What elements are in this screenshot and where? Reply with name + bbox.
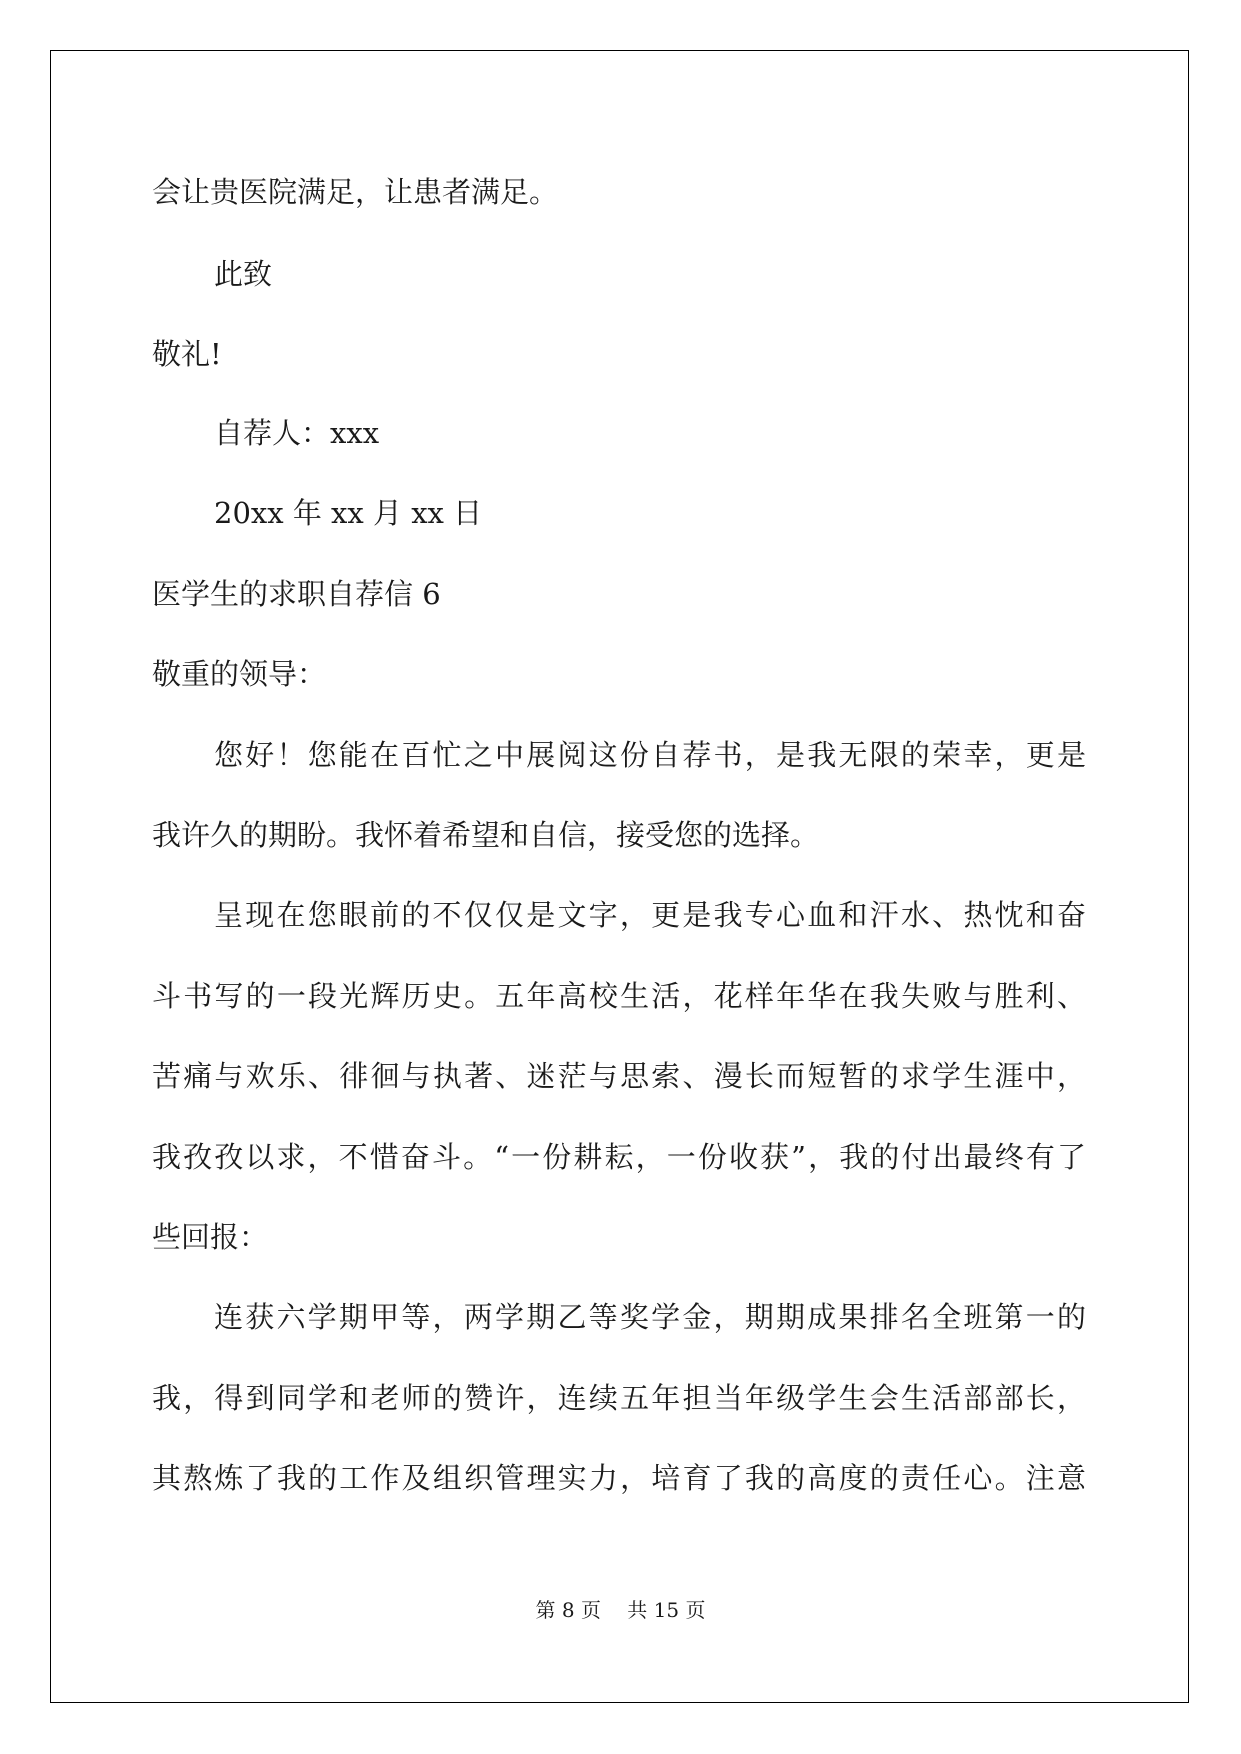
paragraph-line: 我许久的期盼。我怀着希望和自信，接受您的选择。 [152, 818, 820, 852]
greeting: 敬重的领导： [152, 657, 327, 691]
closing-regards: 敬礼! [152, 337, 222, 371]
paragraph-line: 其熬炼了我的工作及组织管理实力，培育了我的高度的责任心。注意 [152, 1461, 1086, 1495]
paragraph-line: 呈现在您眼前的不仅仅是文字，更是我专心血和汗水、热忱和奋 [214, 898, 1086, 932]
section-title: 医学生的求职自荐信 6 [152, 577, 441, 611]
page-number-footer: 第 8 页 共 15 页 [535, 1598, 706, 1622]
paragraph-line: 连获六学期甲等，两学期乙等奖学金，期期成果排名全班第一的 [214, 1300, 1086, 1334]
text-line: 会让贵医院满足，让患者满足。 [152, 175, 559, 209]
paragraph-line: 我，得到同学和老师的赞许，连续五年担当年级学生会生活部部长， [152, 1381, 1086, 1415]
closing-salutation: 此致 [214, 257, 273, 291]
signature-line: 自荐人：xxx [214, 416, 380, 450]
paragraph-line: 您好！您能在百忙之中展阅这份自荐书，是我无限的荣幸，更是 [214, 738, 1086, 772]
date-line: 20xx 年 xx 月 xx 日 [214, 496, 483, 530]
page-border [50, 50, 1189, 1703]
paragraph-line: 些回报： [152, 1220, 269, 1254]
paragraph-line: 苦痛与欢乐、徘徊与执著、迷茫与思索、漫长而短暂的求学生涯中， [152, 1059, 1086, 1093]
paragraph-line: 我孜孜以求，不惜奋斗。“一份耕耘，一份收获”，我的付出最终有了 [152, 1140, 1086, 1174]
paragraph-line: 斗书写的一段光辉历史。五年高校生活，花样年华在我失败与胜利、 [152, 979, 1086, 1013]
